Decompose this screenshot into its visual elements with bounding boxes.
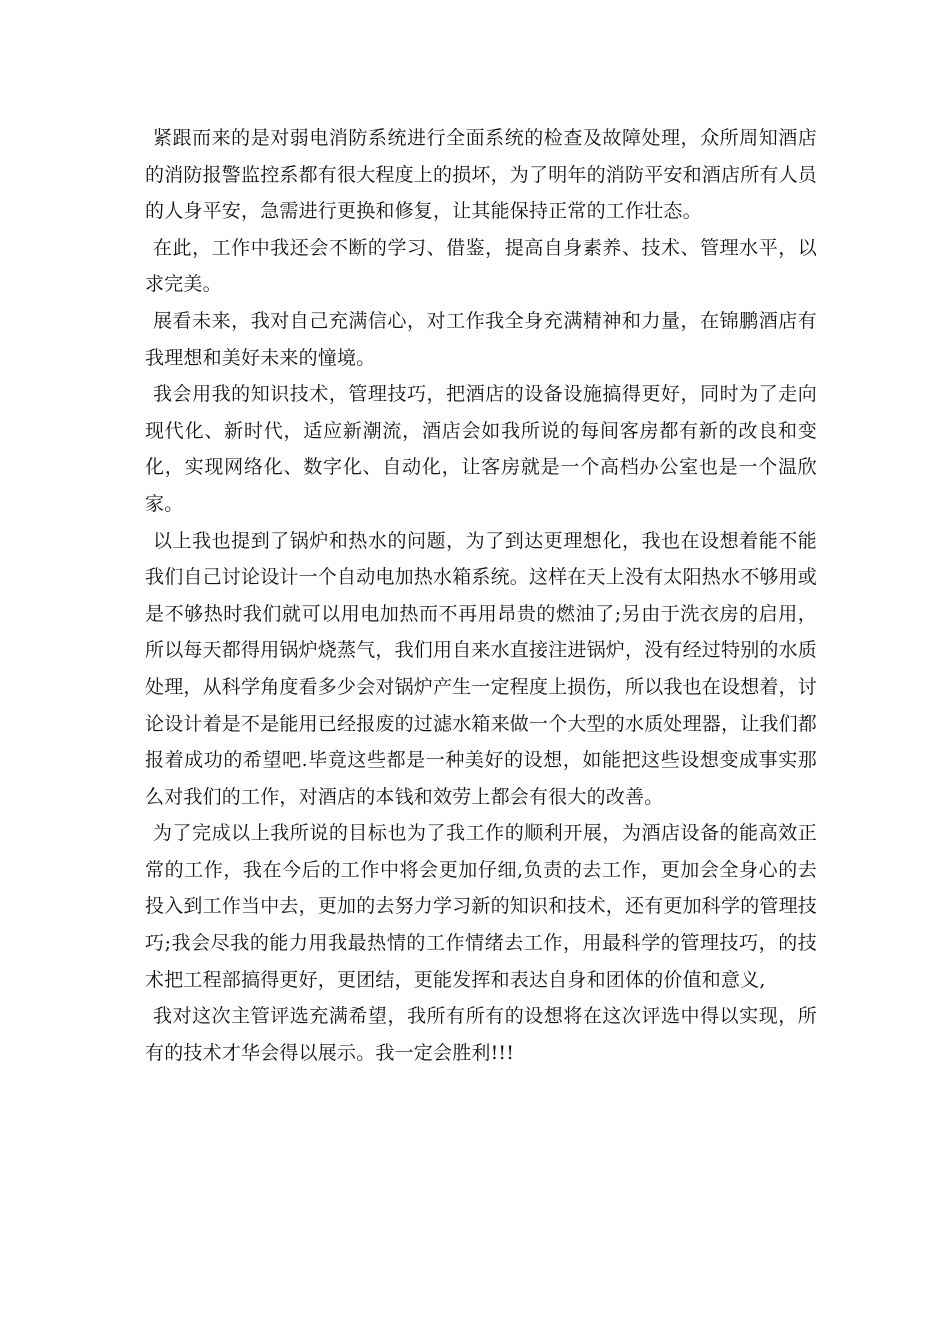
paragraph-future-outlook: 展看未来，我对自己充满信心，对工作我全身充满精神和力量，在锦鹏酒店有我理想和美好未来的憧境。	[145, 309, 817, 369]
paragraph-conclusion: 我对这次主管评选充满希望，我所有所有的设想将在这次评选中得以实现，所有的技术才华会得以展示。我一定会胜利!!!	[145, 1005, 817, 1064]
paragraph-modernization: 我会用我的知识技术，管理技巧，把酒店的设备设施搞得更好，同时为了走向现代化、新时代，适应新潮流，酒店会如我所说的每间客房都有新的改良和变化，实现网络化、数字化、自动化，让客房就是一个高档办公室也是一个温欣家。	[145, 383, 817, 515]
paragraph-fire-system: 紧跟而来的是对弱电消防系统进行全面系统的检查及故障处理，众所周知酒店的消防报警监控系都有很大程度上的损坏，为了明年的消防平安和酒店所有人员的人身平安，急需进行更换和修复，让其能保持正常的工作壮态。	[145, 127, 818, 223]
document-body	[145, 120, 817, 1071]
paragraph-self-improvement: 在此，工作中我还会不断的学习、借鉴，提高自身素养、技术、管理水平，以求完美。	[145, 236, 817, 296]
paragraph-boiler-water: 以上我也提到了锅炉和热水的问题，为了到达更理想化，我也在设想着能不能我们自己讨论设计一个自动电加热水箱系统。这样在天上没有太阳热水不够用或是不够热时我们就可以用电加热而不再用昂贵的燃油了;另由于洗衣房的启用，所以每天都得用锅炉烧蒸气，我们用自来水直接注进锅炉，没有经过特别的水质处理，从科学角度看多少会对锅炉产生一定程度上损伤，所以我也在设想着，讨论设计着是不是能用已经报废的过滤水箱来做一个大型的水质处理器，让我们都报着成功的希望吧.毕竟这些都是一种美好的设想，如能把这些设想变成事实那么对我们的工作，对酒店的本钱和效劳上都会有很大的改善。	[145, 529, 818, 808]
paragraph-work-goals: 为了完成以上我所说的目标也为了我工作的顺利开展，为酒店设备的能高效正常的工作，我在今后的工作中将会更加仔细,负责的去工作，更加会全身心的去投入到工作当中去，更加的去努力学习新的知识和技术，还有更加科学的管理技巧;我会尽我的能力用我最热情的工作情绪去工作，用最科学的管理技巧，的技术把工程部搞得更好，更团结，更能发挥和表达自身和团体的价值和意义,	[145, 822, 818, 991]
